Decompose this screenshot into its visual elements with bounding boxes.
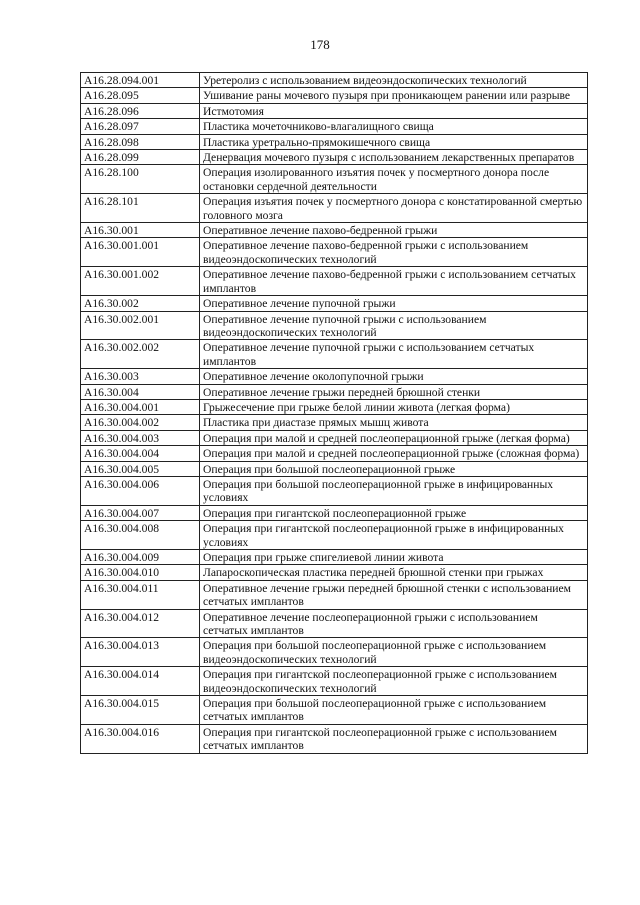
service-name: Пластика уретрально-прямокишечного свища: [200, 134, 588, 149]
service-name: Уретеролиз с использованием видеоэндоскопических технологий: [200, 73, 588, 88]
service-name: Оперативное лечение послеоперационной грыжи с использованием сетчатых имплантов: [200, 609, 588, 638]
table-row: [81, 369, 588, 384]
service-name: Операция при грыже спигелиевой линии живота: [200, 550, 588, 565]
service-name: Операция при большой послеоперационной грыже с использованием сетчатых имплантов: [200, 696, 588, 725]
service-code: A16.28.097: [81, 119, 200, 134]
service-code: A16.30.004.015: [81, 696, 200, 725]
service-code: A16.30.001.002: [81, 267, 200, 296]
service-code: A16.30.001.001: [81, 238, 200, 267]
service-code: A16.30.004.007: [81, 505, 200, 520]
table-row: [81, 134, 588, 149]
service-code: A16.30.004.010: [81, 565, 200, 580]
service-code: A16.28.094.001: [81, 73, 200, 88]
table-row: [81, 521, 588, 550]
service-name: Операция при гигантской послеоперационной грыже с использованием видеоэндоскопических технологий: [200, 667, 588, 696]
table-row: [81, 399, 588, 414]
service-code: A16.30.002.001: [81, 311, 200, 340]
service-name: Операция при большой послеоперационной грыже в инфицированных условиях: [200, 476, 588, 505]
table-row: [81, 165, 588, 194]
service-code: A16.28.100: [81, 165, 200, 194]
table-row: [81, 580, 588, 609]
services-table: [80, 72, 588, 754]
service-name: Пластика при диастазе прямых мышц живота: [200, 415, 588, 430]
table-row: [81, 73, 588, 88]
table-row: [81, 415, 588, 430]
table-row: [81, 565, 588, 580]
table-row: [81, 461, 588, 476]
service-name: Оперативное лечение пупочной грыжи с использованием видеоэндоскопических технологий: [200, 311, 588, 340]
table-row: [81, 446, 588, 461]
table-row: [81, 238, 588, 267]
service-code: A16.28.098: [81, 134, 200, 149]
service-code: A16.30.004.005: [81, 461, 200, 476]
table-row: [81, 119, 588, 134]
service-name: Оперативное лечение пахово-бедренной грыжи с использованием сетчатых имплантов: [200, 267, 588, 296]
service-code: A16.28.101: [81, 194, 200, 223]
service-code: A16.30.002: [81, 296, 200, 311]
service-code: A16.30.004.013: [81, 638, 200, 667]
table-row: [81, 638, 588, 667]
table-row: [81, 476, 588, 505]
service-name: Истмотомия: [200, 103, 588, 118]
service-code: A16.30.004: [81, 384, 200, 399]
table-row: [81, 311, 588, 340]
table-row: [81, 103, 588, 118]
service-code: A16.30.004.004: [81, 446, 200, 461]
table-row: [81, 194, 588, 223]
service-name: Лапароскопическая пластика передней брюшной стенки при грыжах: [200, 565, 588, 580]
service-name: Оперативное лечение пупочной грыжи с использованием сетчатых имплантов: [200, 340, 588, 369]
service-code: A16.30.004.014: [81, 667, 200, 696]
table-row: [81, 550, 588, 565]
service-name: Операция при большой послеоперационной грыже: [200, 461, 588, 476]
service-code: A16.30.004.001: [81, 399, 200, 414]
service-code: A16.30.004.008: [81, 521, 200, 550]
table-row: [81, 724, 588, 753]
table-row: [81, 223, 588, 238]
service-name: Оперативное лечение грыжи передней брюшной стенки с использованием сетчатых имплантов: [200, 580, 588, 609]
service-code: A16.30.004.002: [81, 415, 200, 430]
service-name: Операция при гигантской послеоперационной грыже с использованием сетчатых имплантов: [200, 724, 588, 753]
service-code: A16.30.004.011: [81, 580, 200, 609]
service-code: A16.30.004.003: [81, 430, 200, 445]
service-name: Операция при большой послеоперационной грыже с использованием видеоэндоскопических технологий: [200, 638, 588, 667]
service-name: Операция при гигантской послеоперационной грыже: [200, 505, 588, 520]
service-code: A16.28.096: [81, 103, 200, 118]
table-row: [81, 505, 588, 520]
service-code: A16.30.002.002: [81, 340, 200, 369]
service-code: A16.30.004.016: [81, 724, 200, 753]
table-row: [81, 696, 588, 725]
service-name: Операция изолированного изъятия почек у посмертного донора после остановки сердечной деятельности: [200, 165, 588, 194]
service-name: Операция при малой и средней послеоперационной грыже (сложная форма): [200, 446, 588, 461]
service-code: A16.30.003: [81, 369, 200, 384]
service-code: A16.30.004.006: [81, 476, 200, 505]
service-name: Оперативное лечение пупочной грыжи: [200, 296, 588, 311]
service-name: Операция при гигантской послеоперационной грыже в инфицированных условиях: [200, 521, 588, 550]
service-code: A16.30.004.009: [81, 550, 200, 565]
service-code: A16.30.004.012: [81, 609, 200, 638]
table-row: [81, 340, 588, 369]
service-name: Грыжесечение при грыже белой линии живота (легкая форма): [200, 399, 588, 414]
table-row: [81, 430, 588, 445]
service-name: Оперативное лечение околопупочной грыжи: [200, 369, 588, 384]
table-row: [81, 88, 588, 103]
service-code: A16.28.099: [81, 150, 200, 165]
services-table-body: [81, 73, 588, 754]
table-row: [81, 267, 588, 296]
service-name: Оперативное лечение пахово-бедренной грыжи: [200, 223, 588, 238]
service-code: A16.28.095: [81, 88, 200, 103]
service-name: Оперативное лечение грыжи передней брюшной стенки: [200, 384, 588, 399]
service-code: A16.30.001: [81, 223, 200, 238]
service-name: Операция при малой и средней послеоперационной грыже (легкая форма): [200, 430, 588, 445]
service-name: Ушивание раны мочевого пузыря при проникающем ранении или разрыве: [200, 88, 588, 103]
page-number: 178: [310, 37, 330, 52]
service-name: Операция изъятия почек у посмертного донора с констатированной смертью головного мозга: [200, 194, 588, 223]
table-row: [81, 296, 588, 311]
service-name: Денервация мочевого пузыря с использованием лекарственных препаратов: [200, 150, 588, 165]
table-row: [81, 384, 588, 399]
table-row: [81, 667, 588, 696]
service-name: Оперативное лечение пахово-бедренной грыжи с использованием видеоэндоскопических технологий: [200, 238, 588, 267]
table-row: [81, 150, 588, 165]
service-name: Пластика мочеточниково-влагалищного свища: [200, 119, 588, 134]
table-row: [81, 609, 588, 638]
